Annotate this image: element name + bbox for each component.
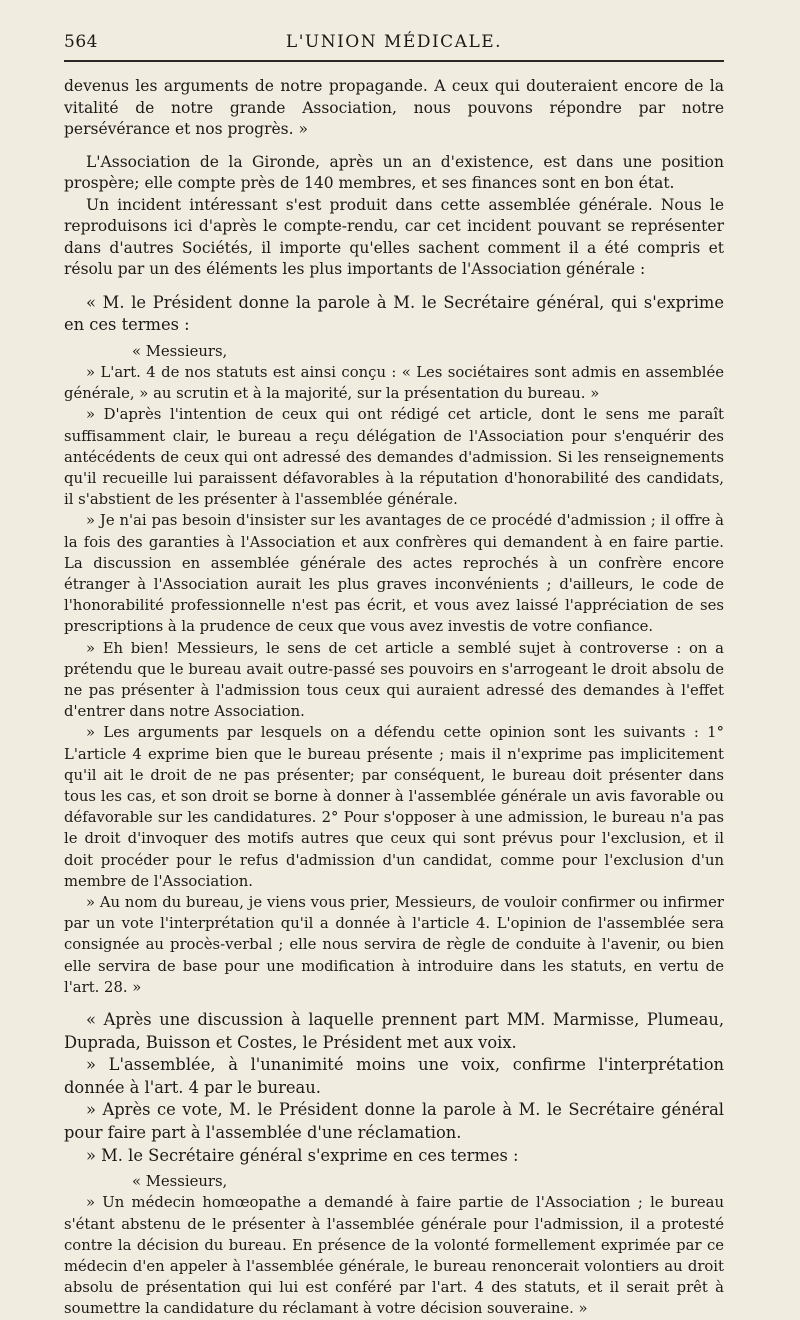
running-title: L'UNION MÉDICALE. — [285, 32, 503, 52]
page-number: 564 — [64, 32, 98, 52]
salutation: « Messieurs, — [132, 342, 228, 360]
paragraph: » Un médecin homœopathe a demandé à faire partie de l'Association ; le bureau s'étant abstenu de le présenter à l'assemblée générale pour l'admission, il a protesté contre la décision du bureau. En présence de la volonté formellement exprimée par ce médecin d'en appeler à l'assemblée générale, le bureau renoncerait volontiers au droit absolu de présentation qui lui est conféré par l'art. 4 des statuts, et il serait prêt à soumettre la candidature du réclamant à votre décision souveraine. » — [64, 1194, 724, 1318]
paragraph: » Après ce vote, M. le Président donne la parole à M. le Secrétaire général pour faire part à l'assemblée d'une réclamation. — [64, 1100, 724, 1142]
paragraph: « M. le Président donne la parole à M. le Secrétaire général, qui s'exprime en ces termes : — [64, 292, 724, 335]
paragraph: « Après une discussion à laquelle prennent part MM. Marmisse, Plumeau, Duprada, Buisson et Costes, le Président met aux voix. — [64, 1009, 724, 1052]
paragraph: » Les arguments par lesquels on a défendu cette opinion sont les suivants : 1° L'article 4 exprime bien que le bureau présente ; mais il n'exprime pas implicitement qu'il ait le droit de ne pas présenter; par conséquent, le bureau doit présenter dans tous les cas, et son droit se borne à donner à l'assemblée générale un avis favorable ou défavorable sur les candidatures. 2° Pour s'opposer à une admission, le bureau n'a pas le droit d'invoquer des motifs autres que ceux qui sont prévus pour l'exclusion, et il doit procéder pour le refus d'admission d'un candidat, comme pour l'exclusion d'un membre de l'Association. — [64, 724, 724, 890]
page-header — [64, 22, 724, 62]
paragraph: » Eh bien! Messieurs, le sens de cet article a semblé sujet à controverse : on a prétendu que le bureau avait outre-passé ses pouvoirs en s'arrogeant le droit absolu de ne pas présenter à l'admission tous ceux qui auraient adressé des demandes à l'effet d'entrer dans notre Association. — [64, 639, 724, 721]
paragraph: » Au nom du bureau, je viens vous prier, Messieurs, de vouloir confirmer ou infirmer par un vote l'interprétation qu'il a donnée à l'article 4. L'opinion de l'assemblée sera consignée au procès-verbal ; elle nous servira de règle de conduite à l'avenir, ou bien elle servira de base pour une modification à introduire dans les statuts, en vertu de l'art. 28. » — [64, 893, 724, 996]
paragraph: Un incident intéressant s'est produit dans cette assemblée générale. Nous le reproduisons ici d'après le compte-rendu, car cet incident pouvant se représenter dans d'autres Sociétés, il importe qu'elles sachent comment il a été compris et résolu par un des éléments les plus importants de l'Association générale : — [64, 195, 724, 278]
paragraph: » Je n'ai pas besoin d'insister sur les avantages de ce procédé d'admission ; il offre à la fois des garanties à l'Association et aux confrères qui demandent à en faire partie. La discussion en assemblée générale des actes reprochés à un confrère encore étranger à l'Association aurait les plus graves inconvénients ; d'ailleurs, le code de l'honorabilité professionnelle n'est pas écrit, et vous avez laissé l'appréciation de ses prescriptions à la prudence de ceux que vous avez investis de votre confiance. — [64, 512, 724, 636]
paragraph: » L'art. 4 de nos statuts est ainsi conçu : « Les sociétaires sont admis en assemblée générale, » au scrutin et à la majorité, sur la présentation du bureau. » — [64, 363, 724, 403]
salutation: « Messieurs, — [132, 1173, 228, 1191]
paragraph: » M. le Secrétaire général s'exprime en ces termes : — [86, 1145, 519, 1165]
paragraph: » L'assemblée, à l'unanimité moins une voix, confirme l'interprétation donnée à l'art. 4 par le bureau. — [64, 1055, 724, 1097]
paragraph: L'Association de la Gironde, après un an d'existence, est dans une position prospère; elle compte près de 140 membres, et ses finances sont en bon état. — [64, 152, 724, 192]
body-text — [64, 76, 724, 1320]
paragraph: devenus les arguments de notre propagande. A ceux qui douteraient encore de la vitalité de notre grande Association, nous pouvons répondre par notre persévérance et nos progrès. » — [64, 77, 724, 138]
paragraph: » D'après l'intention de ceux qui ont rédigé cet article, dont le sens me paraît suffisamment clair, le bureau a reçu délégation de l'Association pour s'enquérir des antécédents de ceux qui ont adressé des demandes d'admission. Si les renseignements qu'il recueille lui paraissent défavorables à la réputation d'honorabilité des candidats, il s'abstient de les présenter à l'assemblée générale. — [64, 406, 724, 509]
